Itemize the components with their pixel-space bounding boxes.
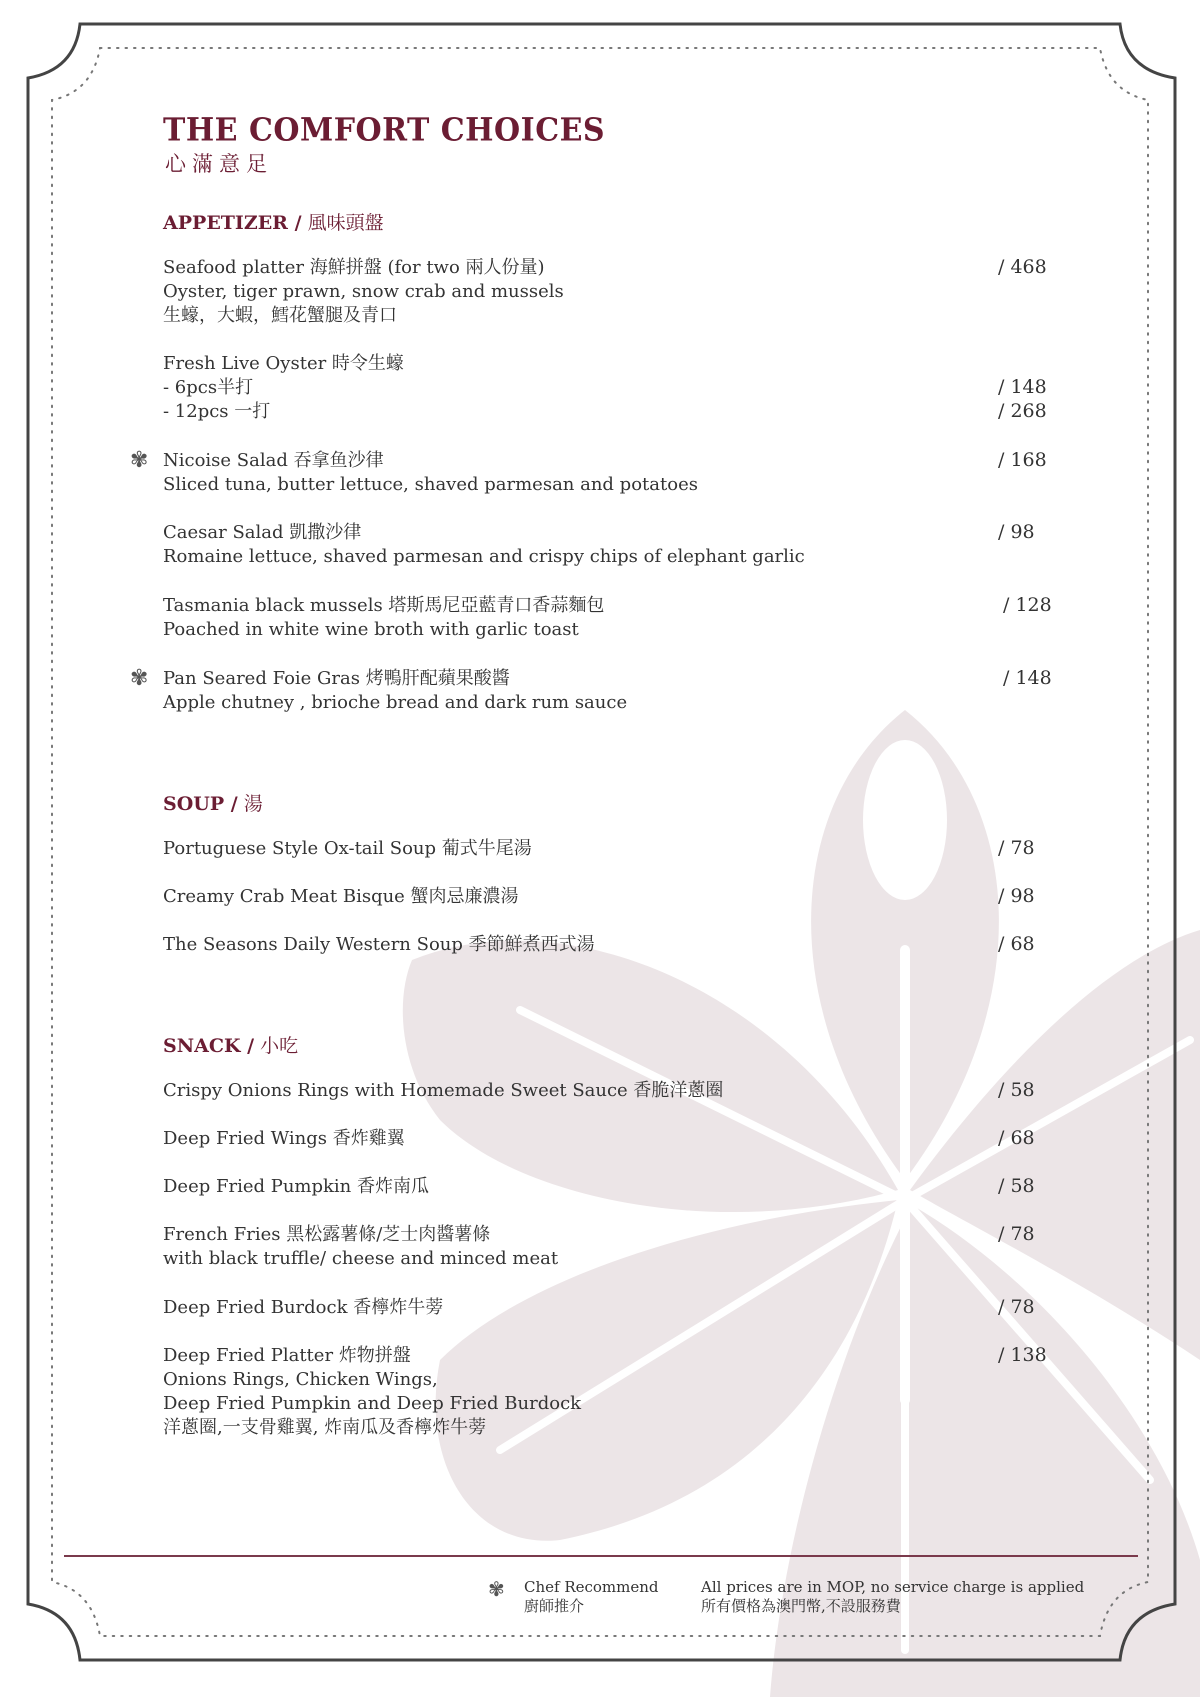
menu-item-fried-pumpkin [163, 1175, 1063, 1199]
item-price: / 98 [998, 521, 1035, 543]
item-name: Pan Seared Foie Gras 烤鴨肝配蘋果酸醬 [163, 668, 510, 689]
item-price: / 128 [1003, 594, 1052, 616]
item-description: Onions Rings, Chicken Wings, [163, 1369, 438, 1390]
section-title-soup [163, 789, 263, 816]
menu-item-onion-rings [163, 1079, 1063, 1103]
item-price: / 468 [998, 256, 1047, 278]
item-option: - 12pcs 一打 [163, 401, 271, 422]
item-price: / 68 [998, 933, 1035, 955]
section-label-en: APPETIZER / [163, 212, 302, 234]
item-name: Nicoise Salad 吞拿鱼沙律 [163, 450, 384, 471]
chef-recommend-zh: 廚師推介 [524, 1597, 585, 1615]
item-name: Portuguese Style Ox-tail Soup 葡式牛尾湯 [163, 838, 532, 859]
item-name: Creamy Crab Meat Bisque 蟹肉忌廉濃湯 [163, 886, 519, 907]
item-price: / 78 [998, 1296, 1035, 1318]
item-name: Fresh Live Oyster 時令生蠔 [163, 353, 404, 374]
item-price: / 168 [998, 449, 1047, 471]
item-name: French Fries 黑松露薯條/芝士肉醬薯條 [163, 1224, 491, 1245]
menu-item-oxtail-soup [163, 837, 1063, 861]
item-price: / 148 [1003, 667, 1052, 689]
item-description: with black truffle/ cheese and minced meat [163, 1248, 559, 1269]
item-option: - 6pcs半打 [163, 377, 254, 398]
menu-item-caesar-salad [163, 521, 1063, 569]
section-label-zh: 風味頭盤 [307, 212, 384, 234]
item-name: Deep Fried Wings 香炸雞翼 [163, 1128, 405, 1149]
flower-star-icon: ✾ [130, 448, 149, 473]
section-title-appetizer [163, 208, 384, 235]
menu-subtitle: 心滿意足 [165, 152, 273, 176]
item-price: / 78 [998, 837, 1035, 859]
prices-note-en: All prices are in MOP, no service charge is applied [701, 1578, 1085, 1596]
menu-item-fried-platter [163, 1344, 1063, 1440]
prices-note-zh: 所有價格為澳門幣,不設服務費 [701, 1597, 901, 1615]
item-name: Tasmania black mussels 塔斯馬尼亞藍青口香蒜麵包 [163, 595, 605, 616]
item-price: / 78 [998, 1223, 1035, 1245]
item-name: Seafood platter 海鮮拼盤 (for two 兩人份量) [163, 257, 545, 278]
chef-recommend-legend [524, 1578, 659, 1616]
footer-divider [64, 1555, 1138, 1557]
menu-item-tasmania-mussels [163, 594, 1063, 642]
menu-item-foie-gras [163, 667, 1063, 715]
menu-item-fresh-live-oyster [163, 352, 1063, 424]
item-price: / 58 [998, 1079, 1035, 1101]
menu-item-fried-wings [163, 1127, 1063, 1151]
item-description: Deep Fried Pumpkin and Deep Fried Burdock [163, 1393, 582, 1414]
item-name: Caesar Salad 凱撒沙律 [163, 522, 362, 543]
section-label-en: SNACK / [163, 1035, 255, 1057]
menu-item-french-fries [163, 1223, 1063, 1271]
item-description: Apple chutney , brioche bread and dark rum sauce [163, 692, 628, 713]
menu-title: THE COMFORT CHOICES [163, 112, 606, 149]
item-price: / 68 [998, 1127, 1035, 1149]
item-description: Sliced tuna, butter lettuce, shaved parmesan and potatoes [163, 474, 698, 495]
item-description-zh: 洋蔥圈,一支骨雞翼, 炸南瓜及香檸炸牛蒡 [163, 1417, 487, 1438]
menu-item-seafood-platter [163, 256, 1063, 328]
item-description: Poached in white wine broth with garlic toast [163, 619, 579, 640]
menu-item-nicoise-salad [163, 449, 1063, 497]
menu-item-fried-burdock [163, 1296, 1063, 1320]
menu-item-daily-soup [163, 933, 1063, 957]
item-description: Oyster, tiger prawn, snow crab and mussels [163, 281, 564, 302]
section-label-en: SOUP / [163, 793, 238, 815]
item-price: / 268 [998, 400, 1047, 422]
item-name: Deep Fried Platter 炸物拼盤 [163, 1345, 411, 1366]
section-label-zh: 小吃 [260, 1035, 299, 1057]
item-price: / 148 [998, 376, 1047, 398]
item-price: / 98 [998, 885, 1035, 907]
section-title-snack [163, 1031, 298, 1058]
section-label-zh: 湯 [243, 793, 263, 815]
menu-item-crab-bisque [163, 885, 1063, 909]
item-price: / 138 [998, 1344, 1047, 1366]
flower-star-icon: ✾ [488, 1577, 505, 1601]
item-name: Deep Fried Burdock 香檸炸牛蒡 [163, 1297, 444, 1318]
item-name: The Seasons Daily Western Soup 季節鮮煮西式湯 [163, 934, 595, 955]
item-name: Crispy Onions Rings with Homemade Sweet Sauce 香脆洋蔥圈 [163, 1080, 724, 1101]
prices-note [701, 1578, 1084, 1616]
item-price: / 58 [998, 1175, 1035, 1197]
item-description: Romaine lettuce, shaved parmesan and crispy chips of elephant garlic [163, 546, 805, 567]
item-name: Deep Fried Pumpkin 香炸南瓜 [163, 1176, 430, 1197]
flower-star-icon: ✾ [130, 666, 149, 691]
chef-recommend-en: Chef Recommend [524, 1578, 659, 1596]
item-description-zh: 生蠔，大蝦，鱈花蟹腿及青口 [163, 305, 397, 326]
